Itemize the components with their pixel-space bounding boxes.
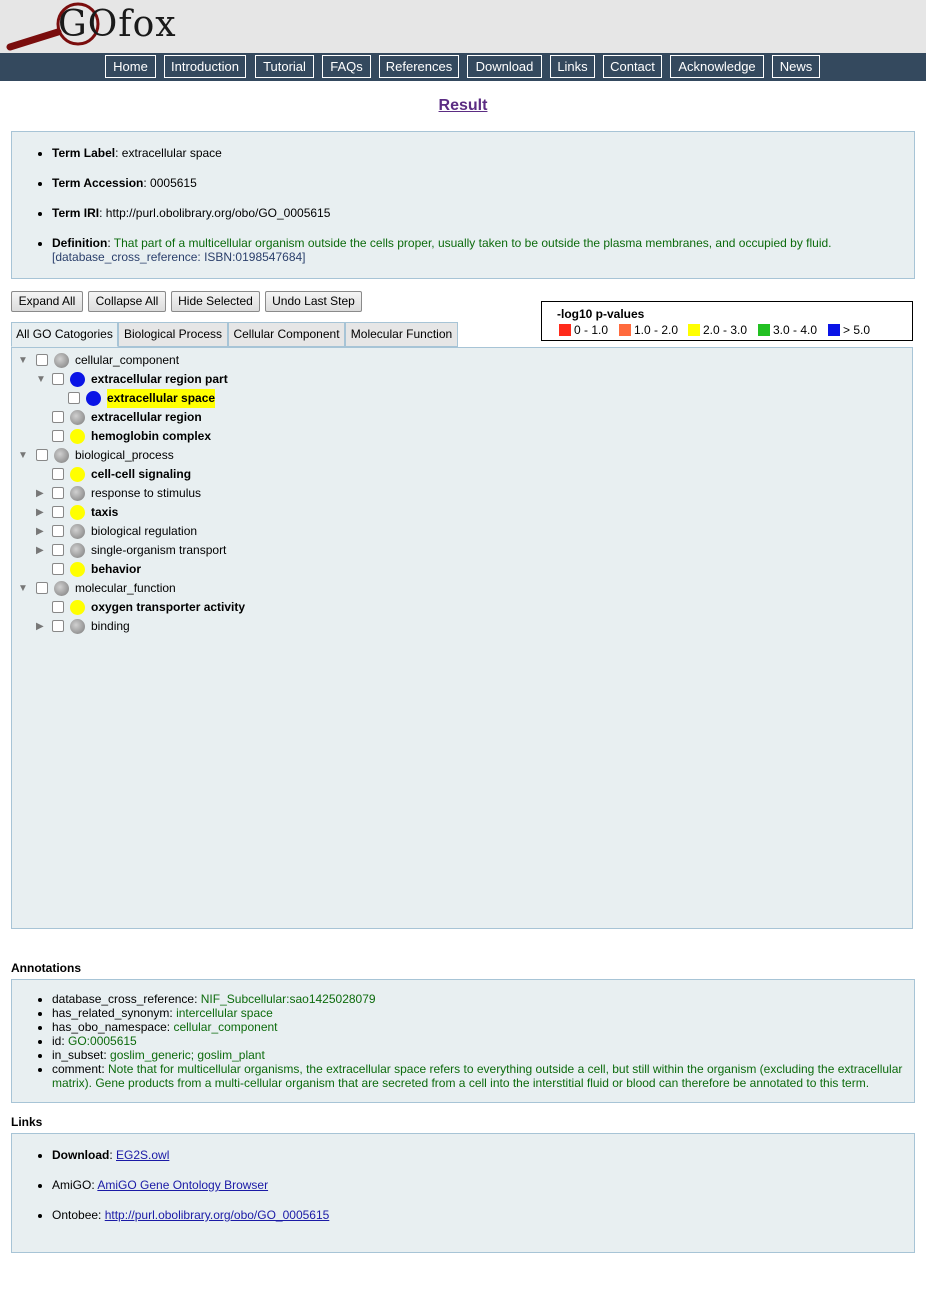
tab-biological-process[interactable]: Biological Process xyxy=(118,322,228,347)
tree-node[interactable] xyxy=(12,465,892,484)
ontobee-key: Ontobee: xyxy=(52,1208,105,1222)
tree-node[interactable] xyxy=(12,617,892,636)
gray-pvalue-dot-icon xyxy=(70,543,85,558)
legend-label: > 5.0 xyxy=(843,323,871,337)
expand-arrow-icon[interactable]: ▶ xyxy=(36,526,44,537)
tree-node[interactable] xyxy=(12,560,892,579)
tree-node-checkbox[interactable] xyxy=(52,563,64,575)
tree-node-label[interactable]: single-organism transport xyxy=(91,543,227,557)
tree-node-label[interactable]: extracellular region xyxy=(91,410,202,424)
tree-node-checkbox[interactable] xyxy=(52,544,64,556)
undo-last-step-button[interactable]: Undo Last Step xyxy=(265,291,362,312)
nav-references[interactable]: References xyxy=(379,55,459,78)
term-iri-key: Term IRI xyxy=(52,206,100,220)
annotation-value: GO:0005615 xyxy=(68,1034,137,1048)
tree-node[interactable] xyxy=(12,427,892,446)
tree-node-checkbox[interactable] xyxy=(52,468,64,480)
tree-node-label[interactable]: oxygen transporter activity xyxy=(91,600,246,614)
legend-swatch-orange xyxy=(619,324,631,336)
tree-node[interactable] xyxy=(12,503,892,522)
ontobee-link[interactable]: http://purl.obolibrary.org/obo/GO_0005615 xyxy=(104,1208,330,1222)
annotation-value: Note that for multicellular organisms, the extracellular space refers to everything outside a cell, but still within the organism (excluding the extracellular matrix). Gene products from a multi-cellular organism that are secreted from a cell into the interstitial fluid or blood can therefore be annotated to this term. xyxy=(52,1062,903,1090)
tree-node-checkbox[interactable] xyxy=(52,601,64,613)
download-key: Download xyxy=(52,1148,110,1162)
tab-all-go-categories[interactable]: All GO Catogories xyxy=(11,322,118,347)
yellow-pvalue-dot-icon xyxy=(70,467,85,482)
pvalue-legend xyxy=(541,301,913,341)
navbar xyxy=(0,53,926,81)
legend-item xyxy=(619,323,678,337)
yellow-pvalue-dot-icon xyxy=(70,600,85,615)
tree-node-label[interactable]: response to stimulus xyxy=(91,486,202,500)
term-definition-item xyxy=(52,236,914,264)
annotation-key: has_related_synonym: xyxy=(52,1006,177,1020)
links-title: Links xyxy=(11,1115,43,1129)
tree-node-checkbox[interactable] xyxy=(68,392,80,404)
tree-node-label[interactable]: cell-cell signaling xyxy=(91,467,192,481)
legend-label: 0 - 1.0 xyxy=(574,323,609,337)
annotation-value: goslim_generic; goslim_plant xyxy=(110,1048,265,1062)
tree-node-checkbox[interactable] xyxy=(52,373,64,385)
legend-item xyxy=(758,323,817,337)
tree-node-checkbox[interactable] xyxy=(52,506,64,518)
gray-pvalue-dot-icon xyxy=(54,353,69,368)
tree-node-label[interactable]: cellular_component xyxy=(75,353,180,367)
nav-news[interactable]: News xyxy=(772,55,820,78)
legend-item xyxy=(828,323,870,337)
tree-node-label[interactable]: molecular_function xyxy=(75,581,176,595)
gray-pvalue-dot-icon xyxy=(70,619,85,634)
term-label-item xyxy=(52,146,914,160)
gray-pvalue-dot-icon xyxy=(70,486,85,501)
link-download-item xyxy=(52,1148,914,1162)
tree-node-label[interactable]: biological regulation xyxy=(91,524,198,538)
tree-node[interactable] xyxy=(12,522,892,541)
legend-title: -log10 p-values xyxy=(557,307,645,321)
term-definition-xref: [database_cross_reference: ISBN:0198547684] xyxy=(52,250,306,264)
expand-all-button[interactable]: Expand All xyxy=(11,291,83,312)
tree-node-checkbox[interactable] xyxy=(52,430,64,442)
yellow-pvalue-dot-icon xyxy=(70,562,85,577)
download-link[interactable]: EG2S.owl xyxy=(116,1148,170,1162)
nav-links[interactable]: Links xyxy=(550,55,595,78)
tree-node-checkbox[interactable] xyxy=(36,354,48,366)
annotation-item xyxy=(52,1048,914,1062)
collapse-arrow-icon[interactable]: ▼ xyxy=(18,450,28,461)
term-label-value: : extracellular space xyxy=(115,146,222,160)
tree-node-checkbox[interactable] xyxy=(52,525,64,537)
logo-text[interactable]: GOfox xyxy=(58,4,177,45)
tree-node-label[interactable]: extracellular region part xyxy=(91,372,228,386)
nav-acknowledge[interactable]: Acknowledge xyxy=(670,55,764,78)
blue-pvalue-dot-icon xyxy=(86,391,101,406)
link-amigo-item xyxy=(52,1178,914,1192)
tree-node-checkbox[interactable] xyxy=(52,620,64,632)
gray-pvalue-dot-icon xyxy=(54,581,69,596)
collapse-all-button[interactable]: Collapse All xyxy=(88,291,166,312)
link-ontobee-item xyxy=(52,1208,914,1222)
nav-download[interactable]: Download xyxy=(467,55,542,78)
legend-label: 3.0 - 4.0 xyxy=(773,323,818,337)
nav-contact[interactable]: Contact xyxy=(603,55,662,78)
tab-cellular-component[interactable]: Cellular Component xyxy=(228,322,345,347)
annotation-key: database_cross_reference: xyxy=(52,992,201,1006)
tree-node-label[interactable]: taxis xyxy=(91,505,119,519)
expand-arrow-icon[interactable]: ▶ xyxy=(36,545,44,556)
term-definition-sep: : xyxy=(107,236,114,250)
term-accession-key: Term Accession xyxy=(52,176,144,190)
legend-swatch-blue xyxy=(828,324,840,336)
tree-node-checkbox[interactable] xyxy=(52,487,64,499)
term-iri-item xyxy=(52,206,914,220)
gray-pvalue-dot-icon xyxy=(70,524,85,539)
term-definition-value: That part of a multicellular organism outside the cells proper, usually taken to be outside the plasma membranes, and occupied by fluid. xyxy=(113,236,832,250)
collapse-arrow-icon[interactable]: ▼ xyxy=(18,355,28,366)
tree-node[interactable] xyxy=(12,579,892,598)
annotation-item xyxy=(52,1062,914,1090)
tree-node-checkbox[interactable] xyxy=(36,582,48,594)
annotation-item xyxy=(52,1034,914,1048)
nav-tutorial[interactable]: Tutorial xyxy=(255,55,314,78)
amigo-key: AmiGO: xyxy=(52,1178,98,1192)
annotation-value: cellular_component xyxy=(173,1020,278,1034)
tree-node-label[interactable]: hemoglobin complex xyxy=(91,429,212,443)
yellow-pvalue-dot-icon xyxy=(70,505,85,520)
tree-node-label[interactable]: biological_process xyxy=(75,448,174,462)
tree-node[interactable] xyxy=(12,484,892,503)
annotation-item xyxy=(52,1006,914,1020)
annotation-key: has_obo_namespace: xyxy=(52,1020,174,1034)
tree-node-label[interactable]: behavior xyxy=(91,562,142,576)
annotations-title: Annotations xyxy=(11,961,81,975)
tree-node[interactable] xyxy=(12,598,892,617)
tab-molecular-function[interactable]: Molecular Function xyxy=(345,322,458,347)
tree-node[interactable] xyxy=(12,389,892,408)
nav-introduction[interactable]: Introduction xyxy=(164,55,246,78)
collapse-arrow-icon[interactable]: ▼ xyxy=(36,374,46,385)
annotation-key: in_subset: xyxy=(52,1048,111,1062)
yellow-pvalue-dot-icon xyxy=(70,429,85,444)
term-accession-value: : 0005615 xyxy=(143,176,197,190)
legend-label: 2.0 - 3.0 xyxy=(703,323,748,337)
term-accession-item xyxy=(52,176,914,190)
result-title[interactable]: Result xyxy=(438,97,488,114)
tree-node[interactable] xyxy=(12,541,892,560)
header xyxy=(0,0,926,53)
tree-node[interactable] xyxy=(12,446,892,465)
annotation-key: id: xyxy=(52,1034,69,1048)
tree-node-checkbox[interactable] xyxy=(52,411,64,423)
legend-item xyxy=(688,323,747,337)
legend-swatch-green xyxy=(758,324,770,336)
nav-home[interactable]: Home xyxy=(105,55,156,78)
tree-node-checkbox[interactable] xyxy=(36,449,48,461)
nav-faqs[interactable]: FAQs xyxy=(322,55,371,78)
tree-node-label[interactable]: extracellular space xyxy=(107,389,215,408)
download-sep: : xyxy=(109,1148,116,1162)
term-label-key: Term Label xyxy=(52,146,116,160)
annotation-item xyxy=(52,992,914,1006)
tree-node[interactable] xyxy=(12,408,892,427)
go-tree-panel xyxy=(11,347,913,929)
gray-pvalue-dot-icon xyxy=(54,448,69,463)
amigo-link[interactable]: AmiGO Gene Ontology Browser xyxy=(97,1178,269,1192)
blue-pvalue-dot-icon xyxy=(70,372,85,387)
legend-item xyxy=(559,323,608,337)
tree-node-label[interactable]: binding xyxy=(91,619,130,633)
legend-label: 1.0 - 2.0 xyxy=(634,323,679,337)
gray-pvalue-dot-icon xyxy=(70,410,85,425)
term-info-panel xyxy=(11,131,915,279)
tree-node[interactable] xyxy=(12,351,892,370)
expand-arrow-icon[interactable]: ▶ xyxy=(36,507,44,518)
annotations-panel xyxy=(11,979,915,1103)
collapse-arrow-icon[interactable]: ▼ xyxy=(18,583,28,594)
annotation-item xyxy=(52,1020,914,1034)
annotation-value: NIF_Subcellular:sao1425028079 xyxy=(200,992,376,1006)
legend-swatch-red xyxy=(559,324,571,336)
expand-arrow-icon[interactable]: ▶ xyxy=(36,621,44,632)
term-definition-key: Definition xyxy=(52,236,108,250)
links-panel xyxy=(11,1133,915,1253)
term-iri-value: : http://purl.obolibrary.org/obo/GO_0005615 xyxy=(99,206,331,220)
expand-arrow-icon[interactable]: ▶ xyxy=(36,488,44,499)
hide-selected-button[interactable]: Hide Selected xyxy=(171,291,260,312)
annotation-value: intercellular space xyxy=(176,1006,273,1020)
legend-swatch-yellow xyxy=(688,324,700,336)
tree-node[interactable] xyxy=(12,370,892,389)
annotation-key: comment: xyxy=(52,1062,109,1076)
